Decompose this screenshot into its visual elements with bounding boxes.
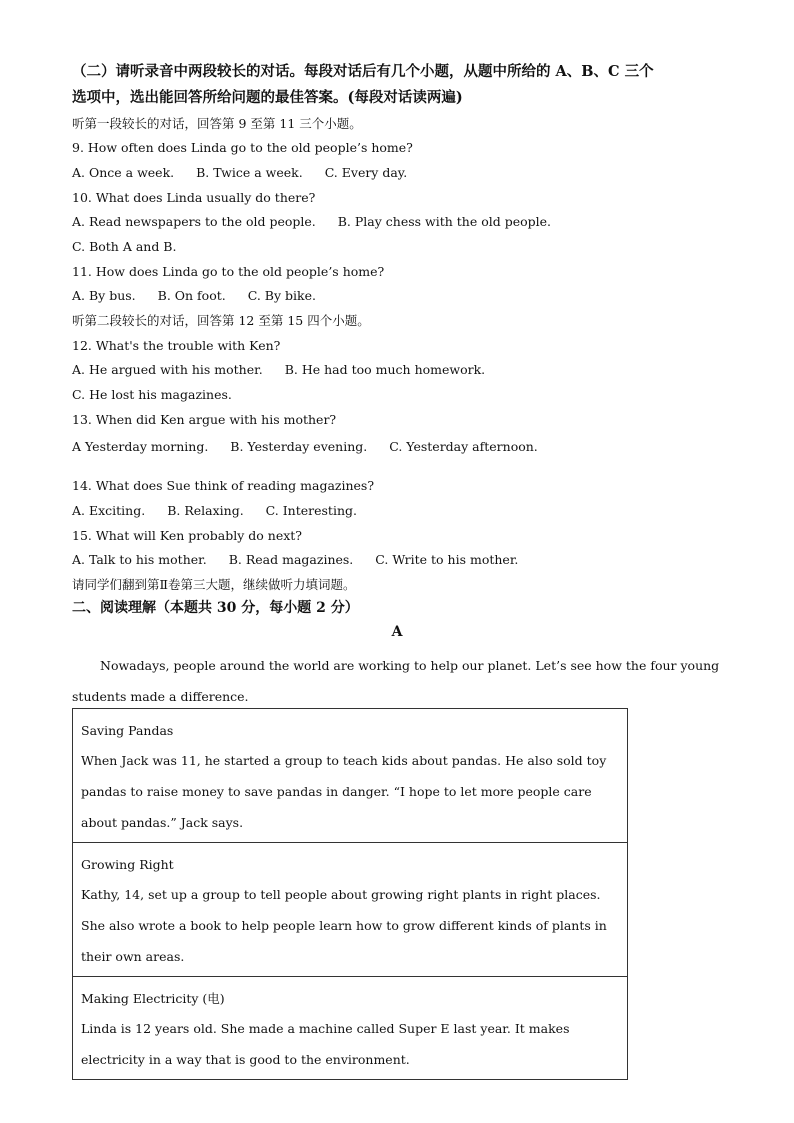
option-a: A. Talk to his mother. <box>72 552 207 567</box>
option-b: B. Relaxing. <box>167 503 244 518</box>
turn-page-note: 请同学们翻到第Ⅱ卷第三大题，继续做听力填词题。 <box>72 577 356 592</box>
question-9-options <box>72 165 429 181</box>
option-b: B. Play chess with the old people. <box>337 214 552 229</box>
dialogue1-intro: 听第一段较长的对话，回答第 9 至第 11 三个小题。 <box>72 116 362 131</box>
section-heading-line1: （二）请听录音中两段较长的对话。每段对话后有几个小题，从题中所给的 A、B、C 三个 <box>72 63 654 80</box>
option-b: B. Twice a week. <box>196 165 303 180</box>
box-row <box>73 977 628 1080</box>
question-10-options <box>72 214 573 230</box>
passage-intro: Nowadays, people around the world are working to help our planet. Let’s see how the four young students made a difference. <box>72 658 720 704</box>
option-c: C. Interesting. <box>265 503 357 518</box>
box-row <box>73 843 628 977</box>
option-a: A. Exciting. <box>72 503 146 518</box>
box-making-electricity <box>73 977 628 1080</box>
box-body: When Jack was 11, he started a group to teach kids about pandas. He also sold toy pandas to raise money to save pandas in danger. “I hope to let more people care about pandas.” Jack says. <box>81 753 607 830</box>
reading-heading: 二、阅读理解（本题共 30 分，每小题 2 分） <box>72 600 359 616</box>
option-b: B. Yesterday evening. <box>230 439 368 454</box>
option-a: A. By bus. <box>72 288 136 303</box>
question-15: 15. What will Ken probably do next? <box>72 528 303 543</box>
option-b: B. On foot. <box>157 288 226 303</box>
option-a: A. Once a week. <box>72 165 175 180</box>
option-b: B. Read magazines. <box>228 552 354 567</box>
box-saving-pandas <box>73 709 628 843</box>
question-15-options <box>72 552 540 568</box>
option-c: C. Write to his mother. <box>375 552 519 567</box>
section-heading-line2: 选项中，选出能回答所给问题的最佳答案。(每段对话读两遍) <box>72 89 463 106</box>
dialogue2-intro: 听第二段较长的对话，回答第 12 至第 15 四个小题。 <box>72 313 370 328</box>
question-12-option-c: C. He lost his magazines. <box>72 387 232 402</box>
question-12-options <box>72 362 507 378</box>
box-title: Making Electricity (电) <box>81 991 225 1006</box>
box-body: Linda is 12 years old. She made a machine called Super E last year. It makes electricity in a way that is good to the environment. <box>81 1021 570 1067</box>
question-10-option-c: C. Both A and B. <box>72 239 177 254</box>
option-c: C. By bike. <box>247 288 316 303</box>
box-row <box>73 709 628 843</box>
option-a: A Yesterday morning. <box>72 439 209 454</box>
student-boxes-table <box>72 708 628 1080</box>
box-title: Saving Pandas <box>81 723 174 738</box>
option-c: C. Yesterday afternoon. <box>389 439 538 454</box>
option-b: B. He had too much homework. <box>284 362 486 377</box>
passage-label: A <box>391 624 403 640</box>
question-11: 11. How does Linda go to the old people’s home? <box>72 264 385 279</box>
option-a: A. He argued with his mother. <box>72 362 263 377</box>
option-c: C. Every day. <box>324 165 408 180</box>
question-11-options <box>72 288 338 304</box>
question-9: 9. How often does Linda go to the old people’s home? <box>72 140 413 155</box>
question-14: 14. What does Sue think of reading magazines? <box>72 478 375 493</box>
question-13-options <box>72 439 560 455</box>
question-10: 10. What does Linda usually do there? <box>72 190 316 205</box>
option-a: A. Read newspapers to the old people. <box>72 214 316 229</box>
box-growing-right <box>73 843 628 977</box>
box-body: Kathy, 14, set up a group to tell people about growing right plants in right places. She also wrote a book to help people learn how to grow different kinds of plants in their own areas. <box>81 887 607 964</box>
box-title: Growing Right <box>81 857 174 872</box>
question-14-options <box>72 503 379 519</box>
question-12: 12. What's the trouble with Ken? <box>72 338 281 353</box>
question-13: 13. When did Ken argue with his mother? <box>72 412 337 427</box>
